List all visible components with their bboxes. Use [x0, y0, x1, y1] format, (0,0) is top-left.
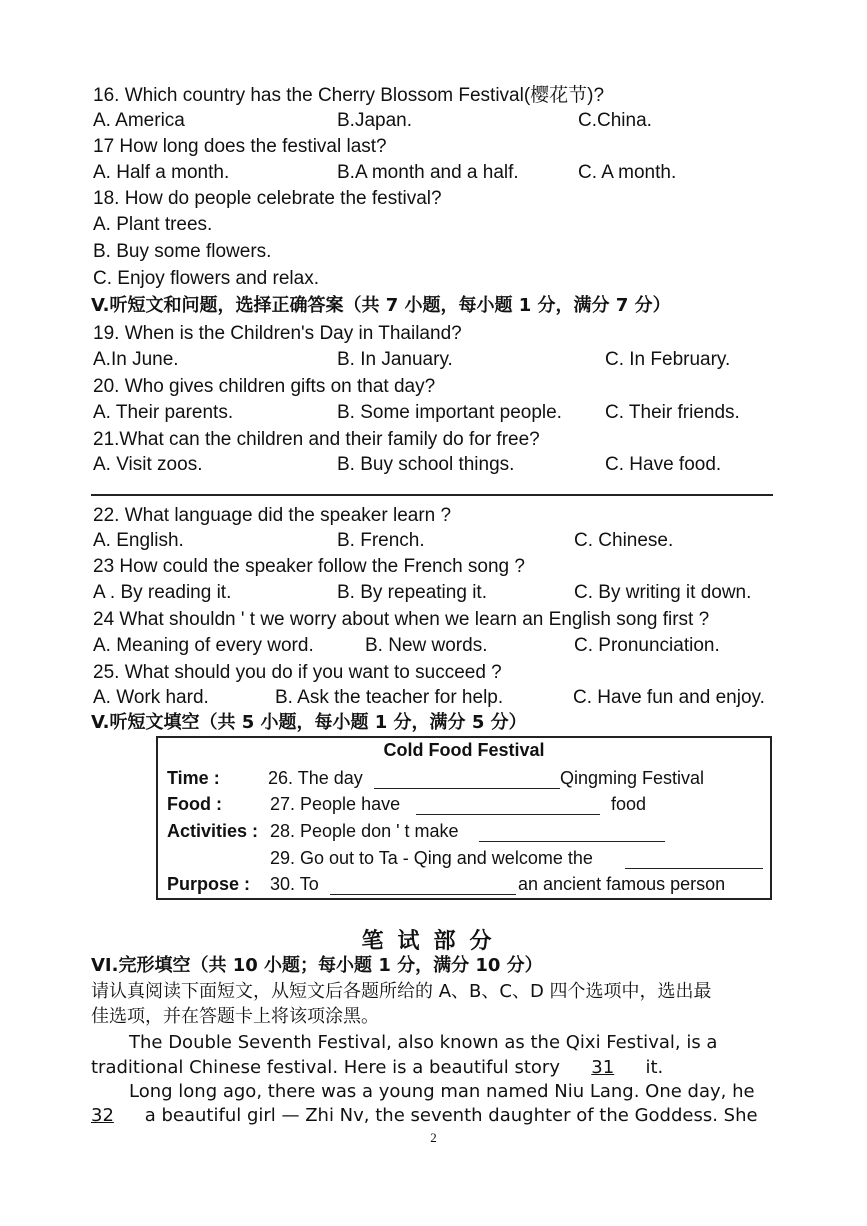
- instruction-line-2: 佳选项，并在答题卡上将该项涂黑。: [91, 1006, 379, 1027]
- q21-option-a: A. Visit zoos.: [93, 454, 203, 475]
- q23-option-c: C. By writing it down.: [574, 582, 752, 603]
- passage-text: a beautiful girl — Zhi Nv, the seventh daughter of the Goddess. She: [144, 1105, 758, 1126]
- q17-option-a: A. Half a month.: [93, 162, 230, 183]
- purpose-text: 30. To: [270, 874, 319, 894]
- instruction-line-1: 请认真阅读下面短文，从短文后各题所给的 A、B、C、D 四个选项中，选出最: [91, 981, 712, 1002]
- q21-option-b: B. Buy school things.: [337, 454, 515, 475]
- section-divider-line: [91, 494, 773, 496]
- question-24: 24 What shouldn ' t we worry about when we learn an English song first ?: [93, 609, 710, 630]
- passage-line-1: The Double Seventh Festival, also known as the Qixi Festival, is a: [129, 1032, 718, 1053]
- food-after: food: [611, 794, 647, 814]
- question-22: 22. What language did the speaker learn ?: [93, 505, 452, 526]
- activities-label: Activities :: [167, 821, 259, 841]
- blank-26[interactable]: [374, 788, 560, 789]
- section-heading-listening-choice: V.听短文和问题，选择正确答案（共 7 小题，每小题 1 分，满分 7 分）: [91, 295, 671, 316]
- question-16: 16. Which country has the Cherry Blossom Festival(樱花节)?: [93, 85, 605, 106]
- page-number: 2: [430, 1130, 437, 1145]
- question-20: 20. Who gives children gifts on that day?: [93, 376, 436, 397]
- fill-in-table: [156, 736, 772, 900]
- question-23: 23 How could the speaker follow the French song ?: [93, 556, 525, 577]
- question-17: 17 How long does the festival last?: [93, 136, 387, 157]
- q21-option-c: C. Have food.: [605, 454, 722, 475]
- passage-line-2: [91, 1056, 663, 1080]
- q19-option-b: B. In January.: [337, 349, 453, 370]
- food-text: 27. People have: [270, 794, 401, 814]
- time-label: Time :: [167, 768, 220, 788]
- blank-29[interactable]: [625, 868, 763, 869]
- q20-option-a: A. Their parents.: [93, 402, 234, 423]
- passage-text: traditional Chinese festival. Here is a beautiful story: [91, 1057, 560, 1078]
- passage-text: it.: [645, 1057, 664, 1078]
- q24-option-c: C. Pronunciation.: [574, 635, 720, 656]
- q24-option-a: A. Meaning of every word.: [93, 635, 314, 656]
- q20-option-b: B. Some important people.: [337, 402, 562, 423]
- q25-option-c: C. Have fun and enjoy.: [573, 687, 765, 708]
- time-text: 26. The day: [268, 768, 363, 788]
- purpose-after: an ancient famous person: [518, 874, 726, 894]
- q20-option-c: C. Their friends.: [605, 402, 740, 423]
- q19-option-a: A.In June.: [93, 349, 179, 370]
- q18-option-b: B. Buy some flowers.: [93, 241, 272, 262]
- blank-31[interactable]: 31: [591, 1057, 615, 1078]
- blank-30[interactable]: [330, 894, 516, 895]
- q19-option-c: C. In February.: [605, 349, 731, 370]
- q18-option-a: A. Plant trees.: [93, 214, 213, 235]
- q23-option-b: B. By repeating it.: [337, 582, 487, 603]
- q17-option-c: C. A month.: [578, 162, 677, 183]
- q22-option-a: A. English.: [93, 530, 184, 551]
- question-18: 18. How do people celebrate the festival?: [93, 188, 442, 209]
- food-label: Food :: [167, 794, 222, 814]
- q18-option-c: C. Enjoy flowers and relax.: [93, 268, 319, 289]
- purpose-label: Purpose :: [167, 874, 251, 894]
- section-heading-cloze: VI.完形填空（共 10 小题；每小题 1 分，满分 10 分）: [91, 955, 543, 976]
- section-heading-listening-fill: V.听短文填空（共 5 小题，每小题 1 分，满分 5 分）: [91, 712, 527, 733]
- q16-option-c: C.China.: [578, 110, 652, 131]
- question-25: 25. What should you do if you want to succeed ?: [93, 662, 502, 683]
- q16-option-b: B.Japan.: [337, 110, 412, 131]
- q25-option-a: A. Work hard.: [93, 687, 209, 708]
- blank-32[interactable]: 32: [91, 1105, 114, 1126]
- written-part-title: 笔试部分: [361, 928, 506, 954]
- q25-option-b: B. Ask the teacher for help.: [275, 687, 504, 708]
- q23-option-a: A . By reading it.: [93, 582, 232, 603]
- q22-option-c: C. Chinese.: [574, 530, 674, 551]
- passage-line-3: Long long ago, there was a young man named Niu Lang. One day, he: [129, 1081, 755, 1102]
- time-after: Qingming Festival: [560, 768, 705, 788]
- question-21: 21.What can the children and their family do for free?: [93, 429, 540, 450]
- q24-option-b: B. New words.: [365, 635, 488, 656]
- q17-option-b: B.A month and a half.: [337, 162, 519, 183]
- table-title: Cold Food Festival: [383, 740, 545, 760]
- q16-option-a: A. America: [93, 110, 185, 131]
- activities-text-28: 28. People don ' t make: [270, 821, 459, 841]
- q22-option-b: B. French.: [337, 530, 425, 551]
- passage-line-4: [91, 1104, 758, 1128]
- question-19: 19. When is the Children's Day in Thailand?: [93, 323, 462, 344]
- blank-28[interactable]: [479, 841, 665, 842]
- blank-27[interactable]: [416, 814, 600, 815]
- activities-text-29: 29. Go out to Ta - Qing and welcome the: [270, 848, 593, 868]
